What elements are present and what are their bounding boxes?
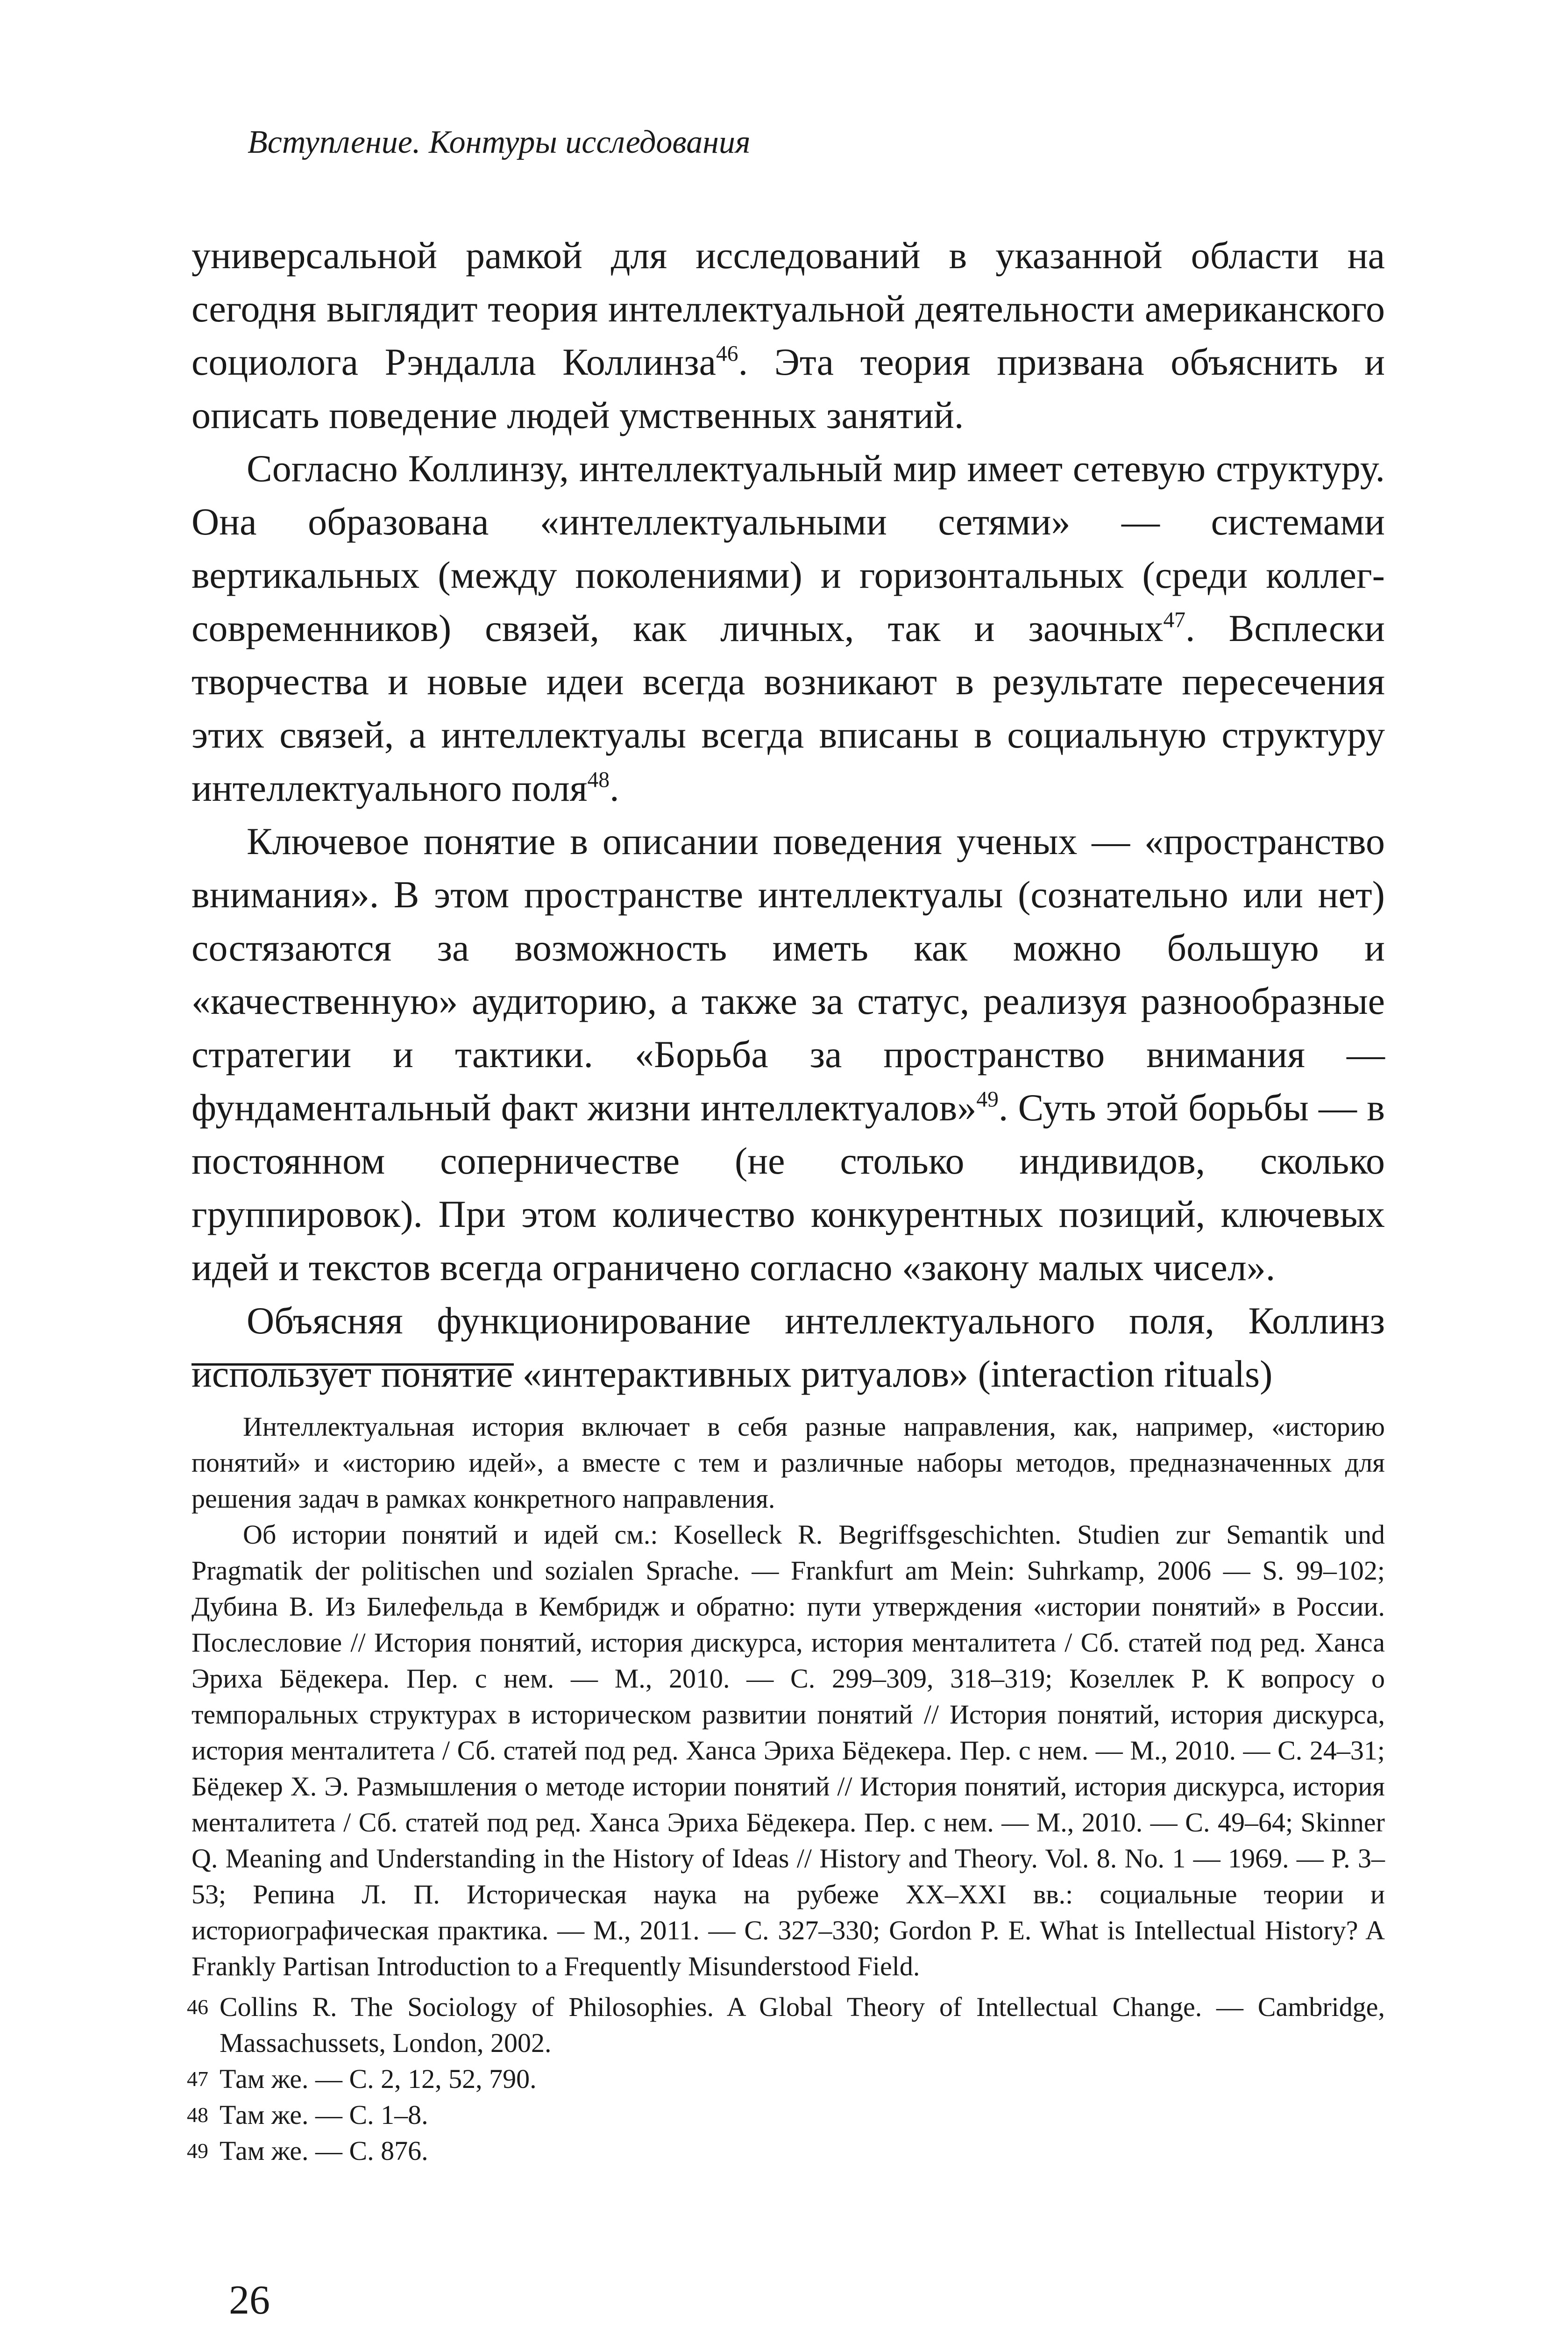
paragraph-1 (192, 229, 1385, 442)
footnote-text: Там же. — С. 1–8. (220, 2100, 428, 2130)
paragraph-3-text-a: Ключевое понятие в описании поведения ученых — «пространство внимания». В этом пространстве интеллектуалы (сознательно или нет) состязаются за возможность иметь как можно большую и «качественную» аудиторию, а также за статус, реализуя разнообразные стратегии и тактики. «Борьба за пространство внимания — фундаментальный факт жизни интеллектуалов» (192, 820, 1385, 1129)
footnote-ref-46: 46 (716, 342, 738, 366)
paragraph-2-text-a: Согласно Коллинзу, интеллектуальный мир имеет сетевую структуру. Она образована «интеллектуальными сетями» — системами вертикальных (между поколениями) и горизонтальных (среди коллег-современников) связей, как личных, так и заочных (192, 447, 1385, 649)
paragraph-4: Объясняя функционирование интеллектуального поля, Коллинз использует понятие «интерактивных ритуалов» (interaction rituals) (192, 1299, 1385, 1395)
footnote-continuation-1: Интеллектуальная история включает в себя разные направления, как, например, «историю понятий» и «историю идей», а вместе с тем и различные наборы методов, предназначенных для решения задач в рамках конкретного направления. (192, 1411, 1385, 1514)
footnote-ref-47: 47 (1163, 608, 1186, 633)
footnote-46 (187, 1989, 1385, 2061)
main-text (192, 229, 1385, 1401)
paragraph-3-text-b: . Суть этой борьбы — в постоянном соперничестве (не столько индивидов, сколько группировок). При этом количество конкурентных позиций, ключевых идей и текстов всегда ограничено согласно «закону малых чисел». (192, 1086, 1385, 1289)
paragraph-2-text-c: . (610, 767, 619, 809)
paragraph-2 (192, 442, 1385, 815)
footnote-text: Там же. — С. 2, 12, 52, 790. (220, 2064, 537, 2094)
footnote-text: Collins R. The Sociology of Philosophies. A Global Theory of Intellectual Change. — Cambridge, Massachussets, London, 2002. (220, 1992, 1385, 2058)
footnote-49 (187, 2133, 1385, 2169)
footnotes (187, 1409, 1385, 2169)
paragraph-1-text-b: . Эта теория призвана объяснить и описать поведение людей умственных занятий. (192, 341, 1385, 436)
footnote-ref-48: 48 (587, 768, 610, 792)
footnote-mark: 47 (187, 2067, 208, 2091)
book-page (187, 0, 1385, 2336)
footnote-separator (192, 1363, 514, 1366)
running-head: Вступление. Контуры исследования (248, 124, 751, 160)
footnote-mark: 46 (187, 1995, 208, 2019)
paragraph-2-text-b: . Всплески творчества и новые идеи всегда возникают в результате пересечения этих связей, а интеллектуалы всегда вписаны в социальную структуру интеллектуального поля (192, 607, 1385, 809)
footnote-mark: 48 (187, 2103, 208, 2127)
footnote-48 (187, 2097, 1385, 2133)
footnote-mark: 49 (187, 2139, 208, 2163)
footnote-47 (187, 2061, 1385, 2097)
paragraph-3 (192, 815, 1385, 1294)
paragraph-1-text-a: универсальной рамкой для исследований в указанной области на сегодня выглядит теория интеллектуальной деятельности американского социолога Рэндалла Коллинза (192, 234, 1385, 383)
footnote-text: Там же. — С. 876. (220, 2136, 428, 2166)
footnote-continuation-2: Об истории понятий и идей см.: Koselleck R. Begriffsgeschichten. Studien zur Semantik und Pragmatik der politischen und sozialen Sprache. — Frankfurt am Mein: Suhrkamp, 2006 — S. 99–102; Дубина В. Из Билефельда в Кембридж и обратно: пути утверждения «истории понятий» в России. Послесловие // История понятий, история дискурса, история менталитета / Сб. статей под ред. Ханса Эриха Бёдекера. Пер. с нем. — М., 2010. — С. 299–309, 318–319; Козеллек Р. К вопросу о темпоральных структурах в историческом развитии понятий // История понятий, история дискурса, история менталитета / Сб. статей под ред. Ханса Эриха Бёдекера. Пер. с нем. — М., 2010. — С. 24–31; Бёдекер Х. Э. Размышления о методе истории понятий // История понятий, история дискурса, история менталитета / Сб. статей под ред. Ханса Эриха Бёдекера. Пер. с нем. — М., 2010. — С. 49–64; Skinner Q. Meaning and Understanding in the History of Ideas // History and Theory. Vol. 8. No. 1 — 1969. — P. 3–53; Репина Л. П. Историческая наука на рубеже XX–XXI вв.: социальные теории и историографическая практика. — М., 2011. — С. 327–330; Gordon P. E. What is Intellectual History? A Frankly Partisan Introduction to a Frequently Misunderstood Field. (192, 1519, 1385, 1981)
footnote-ref-49: 49 (976, 1087, 999, 1112)
page-number: 26 (229, 2278, 270, 2323)
